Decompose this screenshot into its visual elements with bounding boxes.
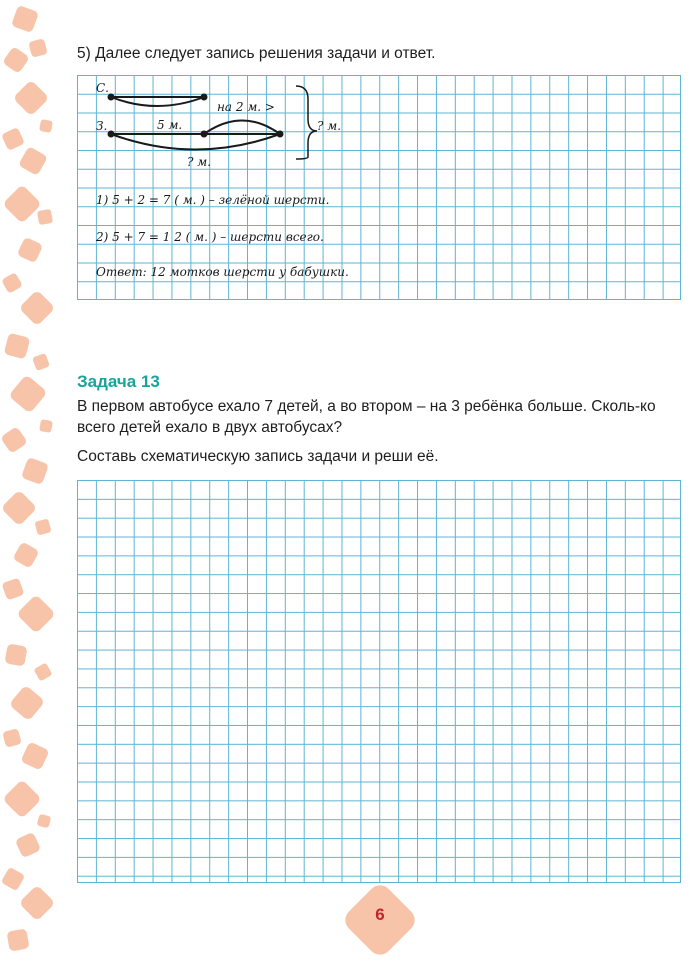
task-text: В первом автобусе ехало 7 детей, а во втором – на 3 ребёнка больше. Сколь-ко всего детей ехало в двух автобусах? xyxy=(77,398,656,436)
label-more-2m: на 2 м. > xyxy=(217,100,275,114)
solution-line-2: 2) 5 + 7 = 1 2 ( м. ) – шерсти всего. xyxy=(96,230,324,244)
brace xyxy=(296,86,317,159)
solution-line-1: 1) 5 + 2 = 7 ( м. ) – зелёной шерсти. xyxy=(96,193,330,207)
label-z: З. xyxy=(96,119,108,133)
solution-grid xyxy=(77,75,681,300)
label-s: С. xyxy=(96,81,109,95)
task-title: Задача 13 xyxy=(77,372,160,391)
step-title: 5) Далее следует запись решения задачи и ответ. xyxy=(77,45,436,62)
label-5m: 5 м. xyxy=(157,118,183,132)
label-bottom-q: ? м. xyxy=(187,155,212,169)
task-instruction: Составь схематическую запись задачи и реши её. xyxy=(77,448,439,465)
arc-z-part xyxy=(204,121,280,135)
decorative-border xyxy=(0,0,64,970)
label-total-q: ? м. xyxy=(317,119,342,133)
arc-s xyxy=(111,97,204,106)
work-grid[interactable] xyxy=(77,480,681,883)
answer-line: Ответ: 12 мотков шерсти у бабушки. xyxy=(96,265,349,279)
arc-z-total xyxy=(111,134,280,150)
page-number: 6 xyxy=(375,905,385,924)
